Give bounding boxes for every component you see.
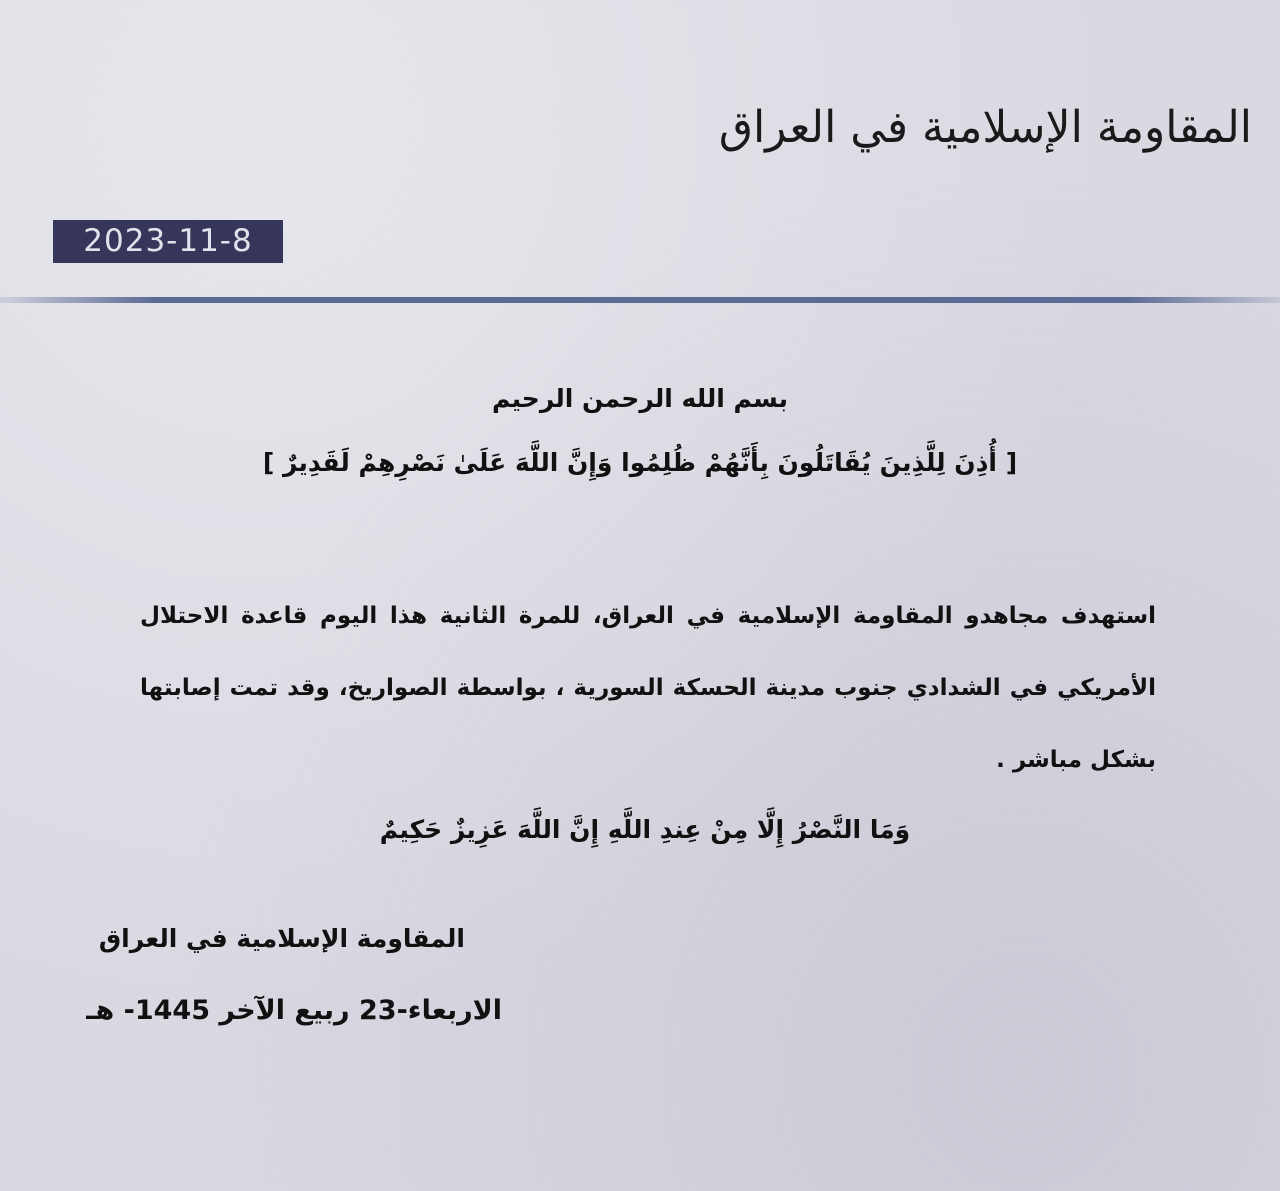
opening-verse: [ أُذِنَ لِلَّذِينَ يُقَاتَلُونَ بِأَنَّهُمْ ظُلِمُوا وَإِنَّ اللَّهَ عَلَىٰ نَصْرِهِمْ لَقَدِيرٌ ] <box>262 448 1018 477</box>
statement-body: استهدف مجاهدو المقاومة الإسلامية في العراق، للمرة الثانية هذا اليوم قاعدة الاحتلال الأمريكي في الشدادي جنوب مدينة الحسكة السورية ، بواسطة الصواريخ، وقد تمت إصابتها بشكل مباشر . <box>140 603 1156 773</box>
closing-verse: وَمَا النَّصْرُ إِلَّا مِنْ عِندِ اللَّهِ إِنَّ اللَّهَ عَزِيزٌ حَكِيمٌ <box>379 815 911 844</box>
hijri-date: الاربعاء-23 ربيع الآخر 1445- هـ <box>86 995 502 1026</box>
basmala: بسم الله الرحمن الرحيم <box>492 384 788 413</box>
date-badge: 2023-11-8 <box>53 220 283 263</box>
organization-logo: المقاومة الإسلامية في العراق <box>718 102 1252 153</box>
signature: المقاومة الإسلامية في العراق <box>98 924 465 953</box>
header-divider <box>0 297 1280 303</box>
